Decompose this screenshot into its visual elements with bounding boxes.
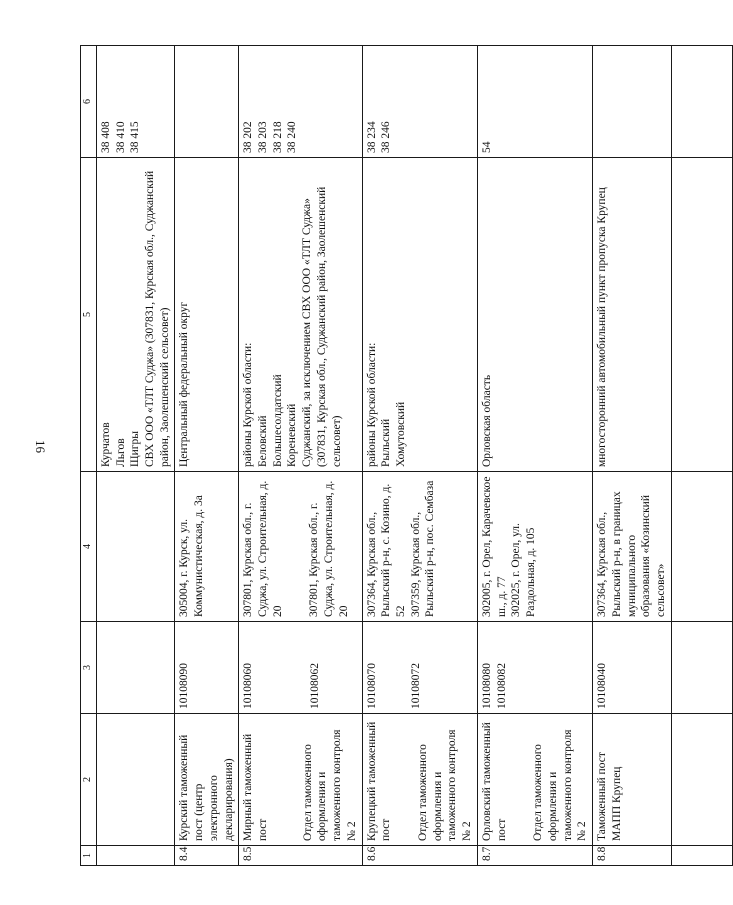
okato-code: 38 410 (114, 121, 127, 153)
okato-cell (593, 46, 672, 158)
department-name: Отдел таможенного оформления и таможенного контроля № 2 (532, 729, 589, 841)
post-name-cell (96, 714, 175, 846)
region-line: Хомутовский (395, 401, 408, 467)
region-line: Беловский (256, 415, 269, 467)
region-line: Рыльский (380, 418, 393, 467)
post-name: Курский таможенный пост (центр электронного декларирования) (178, 734, 235, 841)
department-name: Отдел таможенного оформления и таможенного контроля № 2 (301, 729, 358, 841)
column-header: 5 (81, 158, 97, 472)
column-header: 2 (81, 714, 97, 846)
department-code: 10108062 (308, 663, 321, 709)
post-name-cell (671, 714, 732, 846)
table-row-8-8 (593, 46, 672, 866)
address: 307801, Курская обл., г. Суджа, ул. Строительная, д. 20 (308, 480, 350, 617)
okato-cell (239, 46, 362, 158)
address-cell (175, 472, 239, 622)
post-name: Таможенный пост МАПП Крупец (596, 752, 623, 841)
address-cell (239, 472, 362, 622)
okato-code: 38 246 (380, 121, 393, 153)
table-row-8-7 (477, 46, 592, 866)
post-name-cell (362, 714, 477, 846)
region-line: СВХ ООО «ТЛТ Суджа» (307831, Курская обл., Суджанский район, Заолешенский сельсовет) (143, 170, 171, 467)
post-code: 10108080 (480, 663, 493, 709)
row-number-cell: 8.7 (477, 846, 592, 866)
okato-code: 38 218 (271, 121, 284, 153)
post-code-cell (362, 622, 477, 714)
region-cell (239, 158, 362, 472)
page-number: 16 (33, 440, 48, 453)
region-line: Курчатов (99, 422, 112, 467)
address-cell (362, 472, 477, 622)
region-cell (362, 158, 477, 472)
region-line: районы Курской области: (242, 342, 255, 467)
department-name: Отдел таможенного оформления и таможенного контроля № 2 (417, 729, 474, 841)
address-cell (477, 472, 592, 622)
okato-code: 38 203 (256, 121, 269, 153)
row-number-cell: 8.4 (175, 846, 239, 866)
rotated-table-container (80, 46, 668, 866)
address: 307801, Курская обл., г. Суджа, ул. Строительная, д. 20 (242, 480, 284, 617)
okato-cell (175, 46, 239, 158)
post-code-cell (96, 622, 175, 714)
post-name-cell (477, 714, 592, 846)
post-code-cell: 10108040 (593, 622, 672, 714)
region-line: Большесолдатский (271, 374, 284, 467)
post-name-cell (239, 714, 362, 846)
row-number-cell (96, 846, 175, 866)
column-header: 6 (81, 46, 97, 158)
address-cell (96, 472, 175, 622)
post-name: Крупецкий таможенный пост (365, 721, 393, 841)
column-number-header-row (81, 46, 97, 866)
address: 305004, г. Курск, ул. Коммунистическая, д. 3а (178, 495, 206, 617)
row-number-cell (671, 846, 732, 866)
okato-code: 38 408 (99, 121, 112, 153)
okato-cell (96, 46, 175, 158)
department-code: 10108082 (495, 663, 508, 709)
address: 307364, Курская обл., Рыльский р-н, с. Козино, д. 52 (365, 483, 408, 617)
table-row-8-4 (175, 46, 239, 866)
column-header: 4 (81, 472, 97, 622)
post-name: Мирный таможенный пост (242, 733, 269, 841)
region-line: Щигры (129, 431, 142, 467)
column-header: 3 (81, 622, 97, 714)
region-cell (96, 158, 175, 472)
post-code-cell: 10108090 (175, 622, 239, 714)
post-name-cell (593, 714, 672, 846)
post-code-cell (477, 622, 592, 714)
okato-code: 38 240 (286, 121, 299, 153)
address: 302005, г. Орел, Карачевское ш., д. 77 (480, 476, 508, 617)
address: 307364, Курская обл., Рыльский р-н, в границах муниципального образования «Козинский сельсовет» (596, 491, 668, 617)
table-row-empty (671, 46, 732, 866)
row-number-cell: 8.6 (362, 846, 477, 866)
region-line: Кореневский (286, 403, 299, 467)
okato-cell: 54 (477, 46, 592, 158)
okato-cell (671, 46, 732, 158)
region-cell: Орловская область (477, 158, 592, 472)
column-header: 1 (81, 846, 97, 866)
address-cell (593, 472, 672, 622)
post-code-cell (671, 622, 732, 714)
region-cell: Центральный федеральный округ (175, 158, 239, 472)
customs-posts-table (80, 45, 733, 866)
region-line: многосторонний автомобильный пункт пропуска Крупец (596, 187, 609, 467)
address: 302025, г. Орел, ул. Раздольная, д. 105 (510, 523, 538, 617)
okato-code: 38 234 (365, 121, 378, 153)
okato-code: 38 415 (129, 121, 142, 153)
post-name: Орловский таможенный пост (480, 722, 508, 841)
region-line: районы Курской области: (365, 342, 378, 467)
region-cell (671, 158, 732, 472)
table-row-continuation (96, 46, 175, 866)
address-cell (671, 472, 732, 622)
post-code-cell (239, 622, 362, 714)
post-code: 10108070 (365, 663, 378, 709)
department-code: 10108072 (410, 663, 423, 709)
table-row-8-6 (362, 46, 477, 866)
row-number-cell: 8.8 (593, 846, 672, 866)
row-number-cell: 8.5 (239, 846, 362, 866)
post-code: 10108060 (242, 663, 255, 709)
okato-code: 38 202 (242, 121, 255, 153)
okato-cell (362, 46, 477, 158)
region-line: Льгов (114, 438, 127, 467)
region-line: Суджанский, за исключением СВХ ООО «ТЛТ Суджа» (307831, Курская обл., Суджанский район, Заолешенский сельсовет) (301, 186, 343, 467)
table-row-8-5 (239, 46, 362, 866)
post-name-cell (175, 714, 239, 846)
address: 307359, Курская обл., Рыльский р-н, пос. Сембаза (409, 480, 437, 617)
region-cell (593, 158, 672, 472)
